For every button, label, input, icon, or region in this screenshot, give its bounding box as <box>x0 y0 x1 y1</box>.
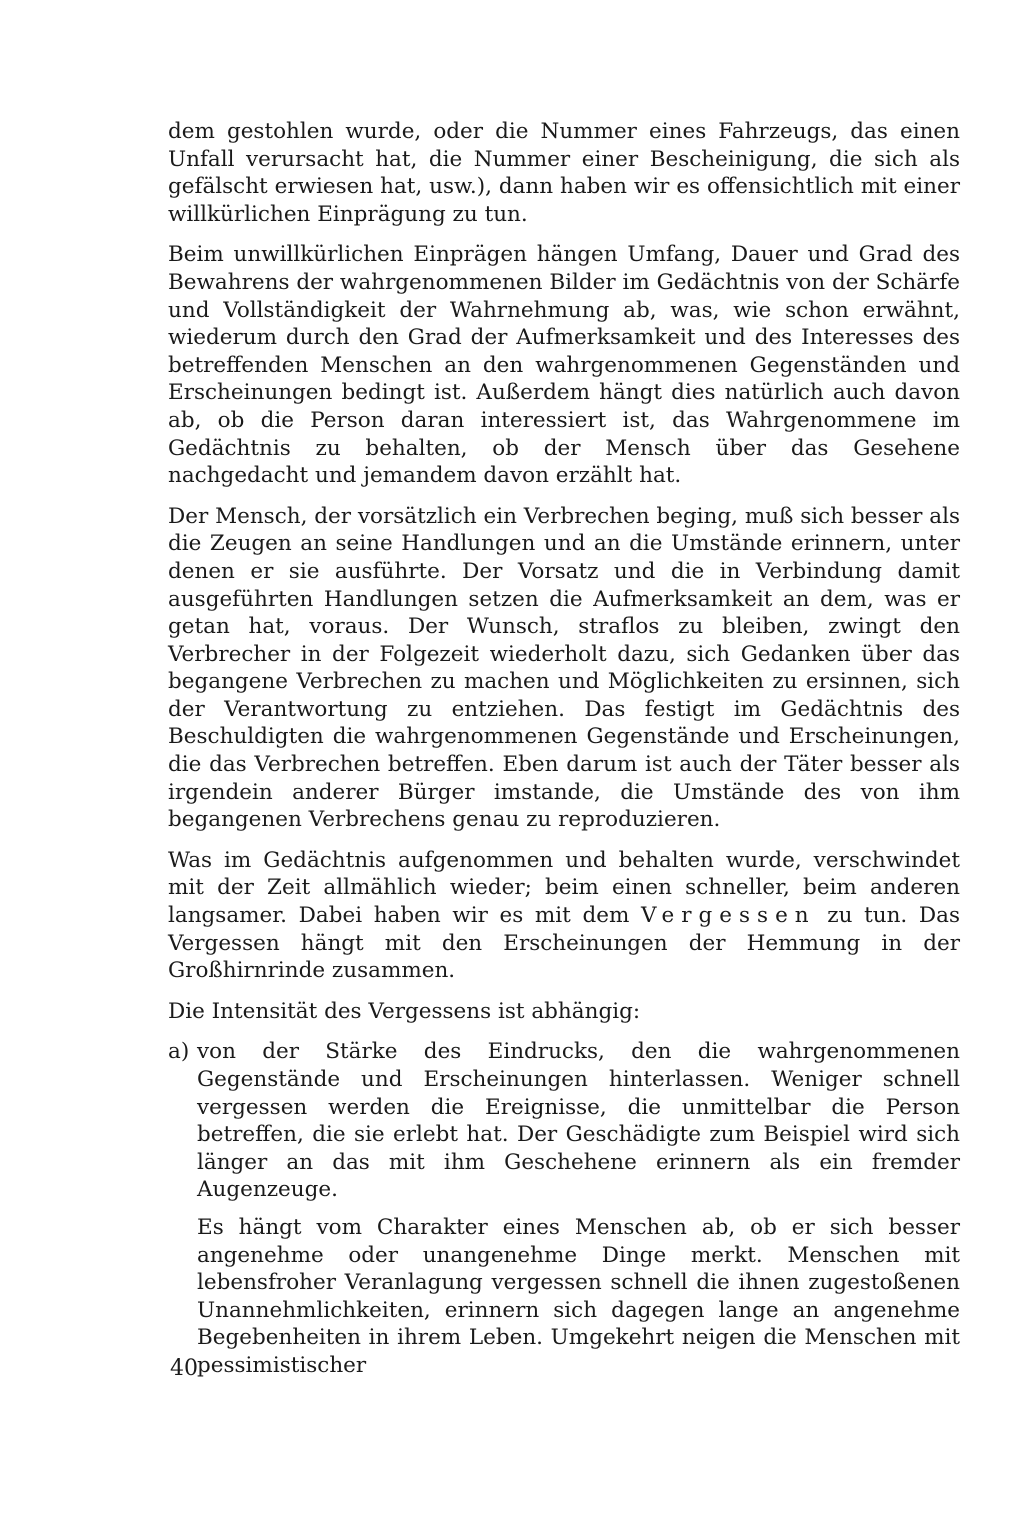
paragraph-4 <box>168 847 960 985</box>
page-number: 40 <box>170 1356 198 1381</box>
emphasis-vergessen: Vergessen <box>640 903 816 929</box>
list-item-a-paragraph-2: Es hängt vom Charakter eines Menschen ab, ob er sich besser angenehme oder unangenehme Dinge merkt. Menschen mit lebensfroher Veranlagung vergessen schnell die ihnen zugestoßenen Unannehmlichkeiten, erinnern sich dagegen lange an angenehme Begebenheiten in ihrem Leben. Umgekehrt neigen die Menschen mit pessimistischer <box>197 1214 960 1378</box>
paragraph-4-before: Was im Gedächtnis aufgenommen und behalten wurde, verschwindet mit der Zeit allmählich wieder; beim einen schneller, beim anderen langsamer. Dabei haben wir es mit dem <box>168 847 960 929</box>
intensity-intro: Die Intensität des Vergessens ist abhängig: <box>168 998 641 1024</box>
paragraph-4-after: zu tun. Das Vergessen hängt mit den Erscheinungen der Hemmung in der Großhirnrinde zusammen. <box>168 903 960 984</box>
paragraph-3: Der Mensch, der vorsätzlich ein Verbrechen beging, muß sich besser als die Zeugen an seine Handlungen und an die Umstände erinnern, unter denen er sie ausführte. Der Vorsatz und die in Verbindung damit ausgeführten Handlungen setzen die Aufmerksamkeit an dem, was er getan hat, voraus. Der Wunsch, straflos zu bleiben, zwingt den Verbrecher in der Folgezeit wiederholt dazu, sich Gedanken über das begangene Verbrechen zu machen und Möglichkeiten zu ersinnen, sich der Verantwortung zu entziehen. Das festigt im Gedächtnis des Beschuldigten die wahrgenommenen Gegenstände und Erscheinungen, die das Verbrechen betreffen. Eben darum ist auch der Täter besser als irgendein anderer Bürger imstande, die Umstände des von ihm begangenen Verbrechens genau zu reproduzieren. <box>168 503 960 833</box>
list-marker: a) <box>168 1039 190 1065</box>
body-text <box>168 118 960 1390</box>
list-item-a-paragraph-1: von der Stärke des Eindrucks, den die wahrgenommenen Gegenstände und Erscheinungen hinterlassen. Weniger schnell vergessen werden die Ereignisse, die unmittelbar die Person betreffen, die sie erlebt hat. Der Geschädigte zum Beispiel wird sich länger an das mit ihm Geschehene erinnern als ein fremder Augenzeuge. <box>197 1039 960 1203</box>
list-item-a <box>168 1038 960 1379</box>
paragraph-1: dem gestohlen wurde, oder die Nummer eines Fahrzeugs, das einen Unfall verursacht hat, die Nummer einer Bescheinigung, die sich als gefälscht erwiesen hat, usw.), dann haben wir es offensichtlich mit einer willkürlichen Einprägung zu tun. <box>168 119 960 227</box>
paragraph-2: Beim unwillkürlichen Einprägen hängen Umfang, Dauer und Grad des Bewahrens der wahrgenommenen Bilder im Gedächtnis von der Schärfe und Vollständigkeit der Wahrnehmung ab, was, wie schon erwähnt, wiederum durch den Grad der Aufmerksamkeit und des Interesses des betreffenden Menschen an den wahrgenommenen Gegenständen und Erscheinungen bedingt ist. Außerdem hängt dies natürlich auch davon ab, ob die Person daran interessiert ist, das Wahrgenommene im Gedächtnis zu behalten, ob der Mensch über das Gesehene nachgedacht und jemandem davon erzählt hat. <box>168 242 960 489</box>
